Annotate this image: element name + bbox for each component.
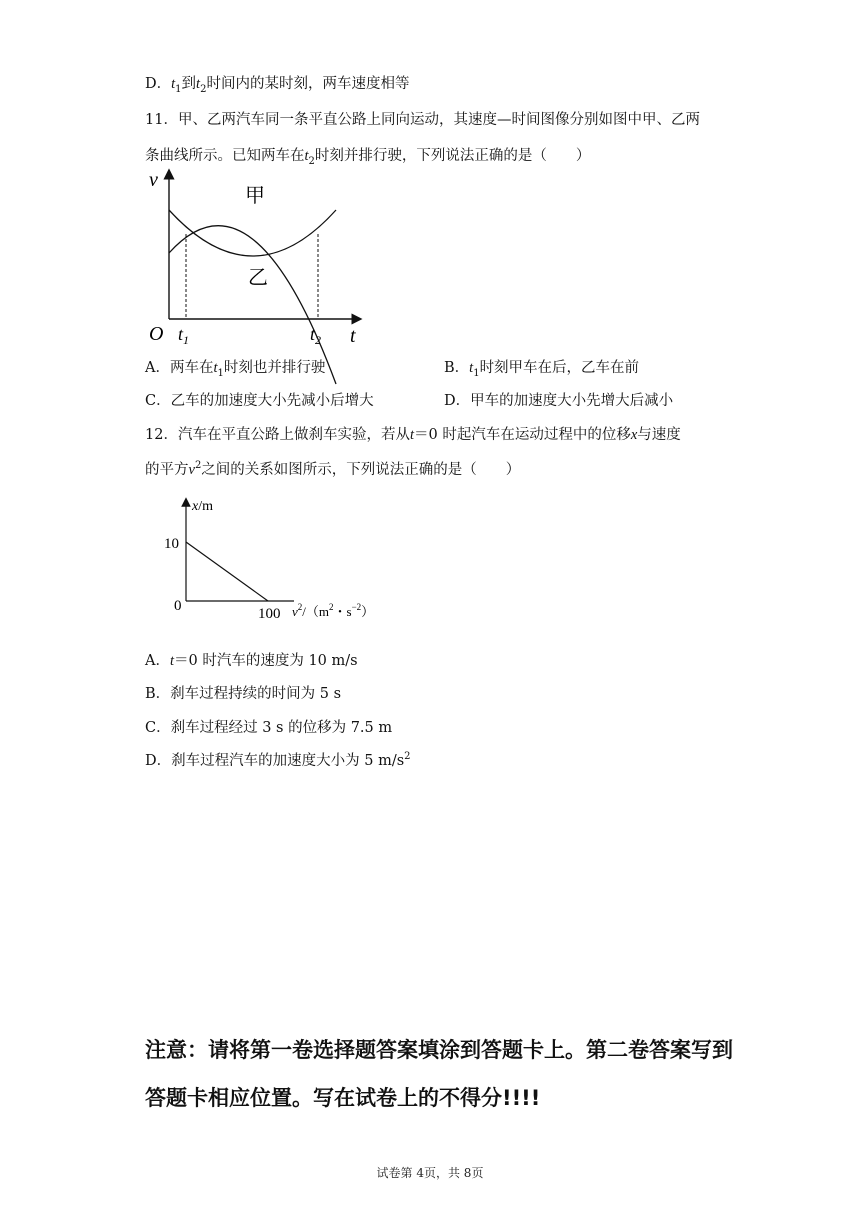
q11-stem-line1: 11．甲、乙两汽车同一条平直公路上同向运动，其速度—时间图像分别如图中甲、乙两 xyxy=(145,112,700,128)
q11-origin: O xyxy=(149,323,164,345)
q12-x-label: $v^2/(m^2$・$s^{-2}$） xyxy=(292,602,375,619)
q11-t1-label: $t_1$ xyxy=(178,324,190,347)
q11-t2-label: $t_2$ xyxy=(310,324,322,347)
page-footer: 试卷第 4页，共 8页 xyxy=(376,1166,484,1180)
q12-data-line xyxy=(186,542,268,601)
q12-option-b: B．刹车过程持续的时间为 5 s xyxy=(145,686,342,702)
q12-option-c: C．刹车过程经过 3 s 的位移为 7.5 m xyxy=(145,720,393,736)
q11-option-b: B．$t_1$时刻甲车在后，乙车在前 xyxy=(444,360,640,379)
q11-x-label: t xyxy=(350,325,356,347)
q10-option-d: D．$t_1$到$t_2$时间内的某时刻，两车速度相等 xyxy=(145,76,410,95)
q11-vt-graph xyxy=(145,168,375,350)
q12-xv2-graph xyxy=(164,494,392,626)
q12-x-tick: 100 xyxy=(258,606,281,622)
q11-y-label: v xyxy=(149,169,158,191)
q11-option-c: C．乙车的加速度大小先减小后增大 xyxy=(145,393,374,409)
q11-option-a: A．两车在$t_1$时刻也并排行驶 xyxy=(145,360,326,379)
q11-option-d: D．甲车的加速度大小先增大后减小 xyxy=(444,393,674,409)
q12-option-a: A．t＝0 时汽车的速度为 10 m/s xyxy=(145,653,358,669)
q11-yi-label: 乙 xyxy=(248,267,268,289)
q12-y-tick: 10 xyxy=(164,536,179,552)
notice-line1: 注意：请将第一卷选择题答案填涂到答题卡上。第二卷答案写到 xyxy=(145,1038,733,1062)
q12-origin: 0 xyxy=(174,598,182,614)
q11-stem-line2: 条曲线所示。已知两车在$t_2$时刻并排行驶，下列说法正确的是（ ） xyxy=(145,148,591,167)
q12-option-d: D．刹车过程汽车的加速度大小为 5 $m/s^2$ xyxy=(145,751,411,769)
q12-stem-line1: 12．汽车在平直公路上做刹车实验，若从t＝0 时起汽车在运动过程中的位移x与速度 xyxy=(145,427,681,443)
notice-line2: 答题卡相应位置。写在试卷上的不得分!!!! xyxy=(145,1086,541,1110)
q12-y-label: x/m xyxy=(192,499,213,514)
q11-jia-label: 甲 xyxy=(245,185,265,207)
q12-stem-line2: 的平方$v^2$之间的关系如图所示，下列说法正确的是（ ） xyxy=(145,460,521,478)
q11-curve-yi xyxy=(169,210,336,256)
